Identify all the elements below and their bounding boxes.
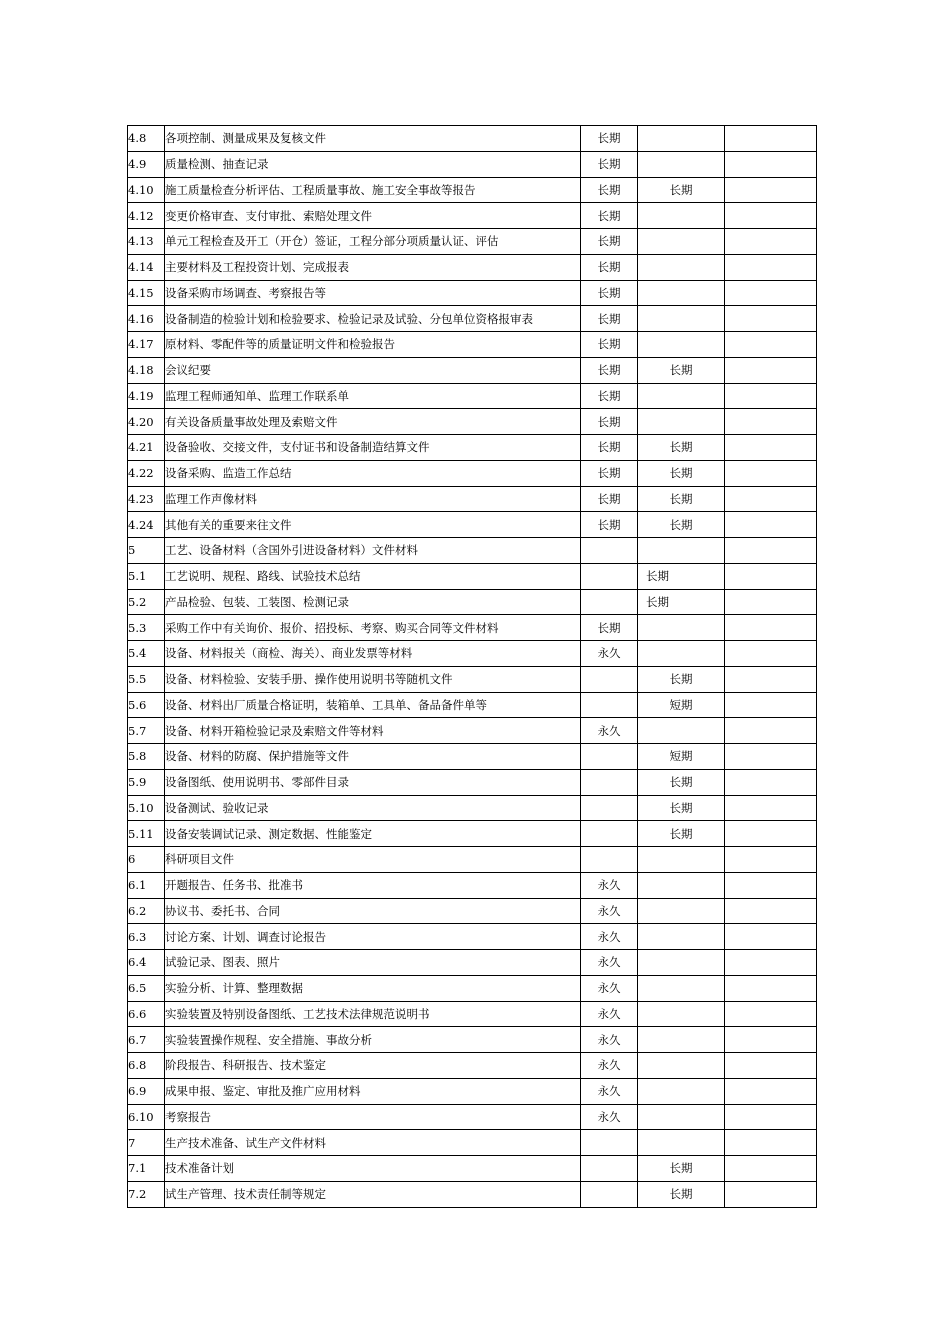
item-number-cell: 6.7	[128, 1027, 165, 1053]
item-name-cell: 阶段报告、科研报告、技术鉴定	[165, 1053, 581, 1079]
item-number-cell: 4.12	[128, 203, 165, 229]
retention-col-2-cell: 长期	[638, 512, 725, 538]
retention-col-3-cell	[725, 512, 817, 538]
retention-col-3-cell	[725, 1156, 817, 1182]
retention-col-2-cell	[638, 280, 725, 306]
table-row	[128, 872, 817, 898]
table-row	[128, 718, 817, 744]
retention-col-1-cell: 长期	[581, 126, 638, 152]
retention-col-3-cell	[725, 641, 817, 667]
retention-col-3-cell	[725, 229, 817, 255]
retention-col-2-cell	[638, 538, 725, 564]
table-row	[128, 847, 817, 873]
item-number-cell: 5	[128, 538, 165, 564]
table-row	[128, 589, 817, 615]
item-name-cell: 产品检验、包装、工装图、检测记录	[165, 589, 581, 615]
retention-col-1-cell: 长期	[581, 151, 638, 177]
retention-col-1-cell	[581, 769, 638, 795]
item-number-cell: 5.3	[128, 615, 165, 641]
item-name-cell: 实验装置操作规程、安全措施、事故分析	[165, 1027, 581, 1053]
item-name-cell: 开题报告、任务书、批准书	[165, 872, 581, 898]
table-row	[128, 151, 817, 177]
retention-col-2-cell	[638, 1001, 725, 1027]
retention-col-2-cell	[638, 1078, 725, 1104]
item-name-cell: 原材料、零配件等的质量证明文件和检验报告	[165, 332, 581, 358]
item-name-cell: 变更价格审查、支付审批、索赔处理文件	[165, 203, 581, 229]
table-row	[128, 898, 817, 924]
item-number-cell: 5.11	[128, 821, 165, 847]
retention-col-1-cell	[581, 563, 638, 589]
retention-col-1-cell: 永久	[581, 924, 638, 950]
item-name-cell: 试生产管理、技术责任制等规定	[165, 1181, 581, 1207]
retention-col-3-cell	[725, 795, 817, 821]
item-number-cell: 7	[128, 1130, 165, 1156]
retention-col-2-cell	[638, 950, 725, 976]
retention-col-2-cell	[638, 847, 725, 873]
retention-col-2-cell	[638, 409, 725, 435]
item-number-cell: 4.16	[128, 306, 165, 332]
retention-col-3-cell	[725, 872, 817, 898]
retention-col-1-cell: 长期	[581, 409, 638, 435]
retention-col-1-cell: 长期	[581, 460, 638, 486]
table-row	[128, 692, 817, 718]
table-row	[128, 126, 817, 152]
item-number-cell: 5.4	[128, 641, 165, 667]
retention-col-1-cell: 长期	[581, 306, 638, 332]
item-number-cell: 4.19	[128, 383, 165, 409]
item-name-cell: 协议书、委托书、合同	[165, 898, 581, 924]
item-name-cell: 监理工作声像材料	[165, 486, 581, 512]
retention-col-2-cell	[638, 924, 725, 950]
retention-col-3-cell	[725, 254, 817, 280]
retention-col-3-cell	[725, 589, 817, 615]
retention-col-1-cell: 长期	[581, 486, 638, 512]
item-name-cell: 设备、材料的防腐、保护措施等文件	[165, 744, 581, 770]
table-row	[128, 538, 817, 564]
table-row	[128, 975, 817, 1001]
retention-col-3-cell	[725, 435, 817, 461]
retention-col-2-cell: 长期	[638, 177, 725, 203]
retention-col-1-cell: 永久	[581, 872, 638, 898]
retention-col-2-cell	[638, 1053, 725, 1079]
retention-col-3-cell	[725, 383, 817, 409]
item-number-cell: 4.9	[128, 151, 165, 177]
retention-col-3-cell	[725, 692, 817, 718]
item-name-cell: 技术准备计划	[165, 1156, 581, 1182]
table-row	[128, 512, 817, 538]
retention-col-3-cell	[725, 332, 817, 358]
item-number-cell: 6.5	[128, 975, 165, 1001]
item-name-cell: 各项控制、测量成果及复核文件	[165, 126, 581, 152]
retention-col-3-cell	[725, 1053, 817, 1079]
retention-table	[127, 125, 817, 1208]
retention-col-1-cell	[581, 744, 638, 770]
retention-col-2-cell: 长期	[638, 1156, 725, 1182]
item-name-cell: 设备、材料出厂质量合格证明，装箱单、工具单、备品备件单等	[165, 692, 581, 718]
table-row	[128, 666, 817, 692]
item-number-cell: 6.6	[128, 1001, 165, 1027]
retention-col-3-cell	[725, 898, 817, 924]
item-number-cell: 5.1	[128, 563, 165, 589]
item-number-cell: 6.4	[128, 950, 165, 976]
item-number-cell: 4.23	[128, 486, 165, 512]
retention-col-3-cell	[725, 1130, 817, 1156]
retention-col-1-cell	[581, 795, 638, 821]
retention-col-2-cell: 短期	[638, 744, 725, 770]
item-number-cell: 4.24	[128, 512, 165, 538]
item-name-cell: 监理工程师通知单、监理工作联系单	[165, 383, 581, 409]
item-number-cell: 4.14	[128, 254, 165, 280]
retention-col-1-cell: 永久	[581, 975, 638, 1001]
table-row	[128, 615, 817, 641]
item-number-cell: 6.8	[128, 1053, 165, 1079]
retention-col-1-cell: 长期	[581, 332, 638, 358]
item-number-cell: 4.17	[128, 332, 165, 358]
retention-col-2-cell: 长期	[638, 769, 725, 795]
table-row	[128, 769, 817, 795]
table-row	[128, 306, 817, 332]
retention-col-2-cell	[638, 383, 725, 409]
item-name-cell: 实验装置及特别设备图纸、工艺技术法律规范说明书	[165, 1001, 581, 1027]
retention-col-2-cell	[638, 254, 725, 280]
retention-col-1-cell: 永久	[581, 1053, 638, 1079]
retention-col-1-cell	[581, 847, 638, 873]
retention-col-3-cell	[725, 1078, 817, 1104]
retention-col-3-cell	[725, 126, 817, 152]
retention-col-2-cell: 长期	[638, 589, 725, 615]
retention-col-1-cell	[581, 1130, 638, 1156]
retention-col-2-cell: 长期	[638, 563, 725, 589]
item-number-cell: 6.1	[128, 872, 165, 898]
item-number-cell: 4.21	[128, 435, 165, 461]
retention-col-1-cell: 长期	[581, 280, 638, 306]
retention-col-3-cell	[725, 769, 817, 795]
retention-col-3-cell	[725, 538, 817, 564]
item-number-cell: 4.22	[128, 460, 165, 486]
retention-col-3-cell	[725, 563, 817, 589]
item-name-cell: 设备采购、监造工作总结	[165, 460, 581, 486]
retention-col-2-cell: 长期	[638, 666, 725, 692]
table-row	[128, 1130, 817, 1156]
table-row	[128, 563, 817, 589]
item-number-cell: 5.5	[128, 666, 165, 692]
table-row	[128, 435, 817, 461]
item-number-cell: 5.6	[128, 692, 165, 718]
item-name-cell: 设备、材料开箱检验记录及索赔文件等材料	[165, 718, 581, 744]
retention-col-1-cell	[581, 1181, 638, 1207]
item-number-cell: 5.10	[128, 795, 165, 821]
retention-col-2-cell: 长期	[638, 435, 725, 461]
item-number-cell: 6.10	[128, 1104, 165, 1130]
retention-col-2-cell	[638, 229, 725, 255]
retention-col-2-cell: 长期	[638, 1181, 725, 1207]
item-number-cell: 6.2	[128, 898, 165, 924]
item-number-cell: 7.1	[128, 1156, 165, 1182]
retention-col-2-cell	[638, 975, 725, 1001]
retention-col-1-cell	[581, 589, 638, 615]
retention-col-2-cell	[638, 126, 725, 152]
item-number-cell: 5.8	[128, 744, 165, 770]
retention-col-1-cell	[581, 538, 638, 564]
table-row	[128, 1104, 817, 1130]
retention-col-2-cell: 短期	[638, 692, 725, 718]
retention-col-3-cell	[725, 975, 817, 1001]
table-row	[128, 332, 817, 358]
item-number-cell: 4.10	[128, 177, 165, 203]
retention-col-1-cell	[581, 692, 638, 718]
item-number-cell: 4.13	[128, 229, 165, 255]
item-name-cell: 主要材料及工程投资计划、完成报表	[165, 254, 581, 280]
retention-col-3-cell	[725, 718, 817, 744]
retention-col-3-cell	[725, 744, 817, 770]
table-row	[128, 254, 817, 280]
item-number-cell: 6.3	[128, 924, 165, 950]
item-name-cell: 设备验收、交接文件，支付证书和设备制造结算文件	[165, 435, 581, 461]
item-number-cell: 4.15	[128, 280, 165, 306]
table-row	[128, 1181, 817, 1207]
retention-col-1-cell: 长期	[581, 254, 638, 280]
table-row	[128, 280, 817, 306]
retention-col-1-cell: 长期	[581, 229, 638, 255]
retention-col-2-cell	[638, 1027, 725, 1053]
table-row	[128, 924, 817, 950]
item-name-cell: 设备图纸、使用说明书、零部件目录	[165, 769, 581, 795]
retention-col-2-cell	[638, 898, 725, 924]
retention-col-1-cell: 永久	[581, 1078, 638, 1104]
retention-col-2-cell	[638, 1130, 725, 1156]
table-row	[128, 177, 817, 203]
table-row	[128, 383, 817, 409]
item-name-cell: 实验分析、计算、整理数据	[165, 975, 581, 1001]
item-name-cell: 成果申报、鉴定、审批及推广应用材料	[165, 1078, 581, 1104]
retention-col-3-cell	[725, 615, 817, 641]
table-row	[128, 229, 817, 255]
table-row	[128, 486, 817, 512]
retention-col-3-cell	[725, 1027, 817, 1053]
retention-col-3-cell	[725, 1001, 817, 1027]
item-number-cell: 4.18	[128, 357, 165, 383]
retention-col-1-cell: 长期	[581, 615, 638, 641]
retention-col-1-cell: 永久	[581, 1001, 638, 1027]
retention-col-1-cell	[581, 1156, 638, 1182]
item-name-cell: 设备、材料报关（商检、海关）、商业发票等材料	[165, 641, 581, 667]
item-number-cell: 5.2	[128, 589, 165, 615]
retention-col-2-cell: 长期	[638, 795, 725, 821]
retention-col-1-cell: 永久	[581, 898, 638, 924]
retention-col-1-cell	[581, 821, 638, 847]
retention-col-3-cell	[725, 151, 817, 177]
retention-col-2-cell	[638, 872, 725, 898]
retention-col-1-cell	[581, 666, 638, 692]
retention-col-1-cell: 永久	[581, 1027, 638, 1053]
retention-col-2-cell: 长期	[638, 460, 725, 486]
table-row	[128, 1027, 817, 1053]
item-name-cell: 设备安装调试记录、测定数据、性能鉴定	[165, 821, 581, 847]
retention-col-3-cell	[725, 409, 817, 435]
item-name-cell: 单元工程检查及开工（开仓）签证，工程分部分项质量认证、评估	[165, 229, 581, 255]
item-name-cell: 采购工作中有关询价、报价、招投标、考察、购买合同等文件材料	[165, 615, 581, 641]
retention-col-1-cell: 永久	[581, 1104, 638, 1130]
retention-col-2-cell: 长期	[638, 821, 725, 847]
item-name-cell: 其他有关的重要来往文件	[165, 512, 581, 538]
retention-col-3-cell	[725, 357, 817, 383]
retention-col-2-cell: 长期	[638, 486, 725, 512]
item-name-cell: 设备、材料检验、安装手册、操作使用说明书等随机文件	[165, 666, 581, 692]
item-name-cell: 工艺、设备材料（含国外引进设备材料）文件材料	[165, 538, 581, 564]
table-row	[128, 357, 817, 383]
item-number-cell: 4.20	[128, 409, 165, 435]
table-row	[128, 460, 817, 486]
retention-col-2-cell	[638, 332, 725, 358]
retention-col-1-cell: 永久	[581, 718, 638, 744]
retention-col-3-cell	[725, 177, 817, 203]
retention-col-3-cell	[725, 1104, 817, 1130]
item-name-cell: 考察报告	[165, 1104, 581, 1130]
retention-col-3-cell	[725, 306, 817, 332]
item-number-cell: 5.7	[128, 718, 165, 744]
retention-col-1-cell: 长期	[581, 435, 638, 461]
item-name-cell: 设备制造的检验计划和检验要求、检验记录及试验、分包单位资格报审表	[165, 306, 581, 332]
retention-col-2-cell	[638, 306, 725, 332]
table-row	[128, 795, 817, 821]
retention-col-3-cell	[725, 280, 817, 306]
item-name-cell: 设备测试、验收记录	[165, 795, 581, 821]
retention-col-3-cell	[725, 486, 817, 512]
item-name-cell: 有关设备质量事故处理及索赔文件	[165, 409, 581, 435]
table-row	[128, 744, 817, 770]
item-number-cell: 5.9	[128, 769, 165, 795]
item-number-cell: 7.2	[128, 1181, 165, 1207]
retention-col-3-cell	[725, 847, 817, 873]
retention-col-1-cell: 永久	[581, 641, 638, 667]
retention-col-1-cell: 长期	[581, 512, 638, 538]
item-name-cell: 质量检测、抽查记录	[165, 151, 581, 177]
table-row	[128, 1001, 817, 1027]
item-name-cell: 科研项目文件	[165, 847, 581, 873]
retention-col-1-cell: 长期	[581, 357, 638, 383]
item-name-cell: 试验记录、图表、照片	[165, 950, 581, 976]
table-row	[128, 950, 817, 976]
table-row	[128, 821, 817, 847]
retention-col-3-cell	[725, 460, 817, 486]
table-row	[128, 1156, 817, 1182]
table-row	[128, 1078, 817, 1104]
retention-col-3-cell	[725, 203, 817, 229]
retention-col-2-cell	[638, 641, 725, 667]
item-name-cell: 施工质量检查分析评估、工程质量事故、施工安全事故等报告	[165, 177, 581, 203]
retention-col-2-cell	[638, 151, 725, 177]
retention-col-3-cell	[725, 666, 817, 692]
retention-col-1-cell: 长期	[581, 177, 638, 203]
table-row	[128, 1053, 817, 1079]
table-row	[128, 409, 817, 435]
retention-col-2-cell	[638, 718, 725, 744]
item-name-cell: 工艺说明、规程、路线、试验技术总结	[165, 563, 581, 589]
retention-table-body	[128, 126, 817, 1208]
retention-col-3-cell	[725, 821, 817, 847]
retention-col-1-cell: 长期	[581, 383, 638, 409]
retention-col-2-cell	[638, 203, 725, 229]
retention-col-3-cell	[725, 950, 817, 976]
retention-col-3-cell	[725, 924, 817, 950]
item-number-cell: 6	[128, 847, 165, 873]
retention-col-3-cell	[725, 1181, 817, 1207]
retention-col-1-cell: 永久	[581, 950, 638, 976]
table-row	[128, 641, 817, 667]
retention-col-1-cell: 长期	[581, 203, 638, 229]
item-name-cell: 设备采购市场调查、考察报告等	[165, 280, 581, 306]
item-number-cell: 6.9	[128, 1078, 165, 1104]
item-name-cell: 生产技术准备、试生产文件材料	[165, 1130, 581, 1156]
retention-col-2-cell	[638, 1104, 725, 1130]
retention-col-2-cell: 长期	[638, 357, 725, 383]
item-number-cell: 4.8	[128, 126, 165, 152]
table-row	[128, 203, 817, 229]
item-name-cell: 讨论方案、计划、调查讨论报告	[165, 924, 581, 950]
retention-col-2-cell	[638, 615, 725, 641]
item-name-cell: 会议纪要	[165, 357, 581, 383]
